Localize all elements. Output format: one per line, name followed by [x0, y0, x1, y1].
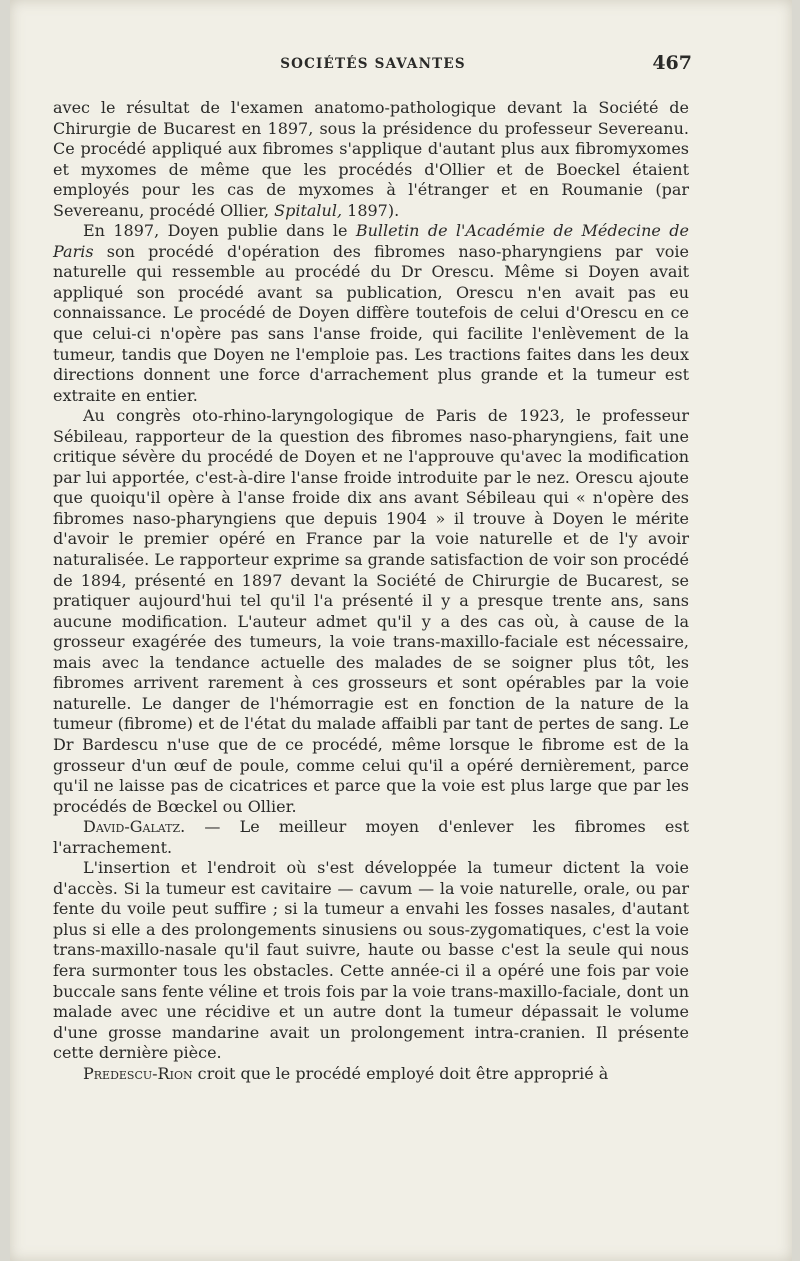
page-scan — [10, 0, 792, 1261]
paragraph-3 — [53, 406, 689, 817]
text-run: En 1897, Doyen publie dans le — [83, 221, 356, 241]
italic-run: Bulletin de l'Académie de Médecine de Paris — [53, 221, 689, 261]
speaker-name: David-Galatz. — [83, 817, 186, 837]
speaker-name: Predescu-Rion — [83, 1063, 193, 1083]
text-run: croit que le procédé employé doit être approprié à — [192, 1063, 609, 1083]
page-number: 467 — [652, 52, 692, 74]
text-run: son procédé d'opération des fibromes naso-pharyngiens par voie naturelle qui ressemble au procédé du Dr Orescu. Même si Doyen avait appliqué son procédé avant sa publication, Orescu n'en avait pas eu connaissance. Le procédé de Doyen diffère toutefois de celui d'Orescu en ce que celui-ci n'opère pas sans l'anse froide, qui facilite l'enlèvement de la tumeur, tandis que Doyen ne l'emploie pas. Les tractions faites dans les deux directions donnent une force d'arrachement plus grande et la tumeur est extraite en entier. — [53, 241, 689, 405]
paragraph-5 — [53, 858, 689, 1063]
text-run: 1897). — [342, 200, 400, 220]
text-run: Au congrès oto-rhino-laryngologique de Paris de 1923, le professeur Sébileau, rapporteur de la question des fibromes naso-pharyngiens, fait une critique sévère du procédé de Doyen et ne l'approuve qu'avec la modification par lui apportée, c'est-à-dire l'anse froide introduite par le nez. Orescu ajoute que quoiqu'il opère à l'anse froide dix ans avant Sébileau qui « n'opère des fibromes naso-pharyngiens que depuis 1904 » il trouve à Doyen le mérite d'avoir le premier opéré en France par la voie naturelle et de l'y avoir naturalisée. Le rapporteur exprime sa grande satisfaction de voir son procédé de 1894, présenté en 1897 devant la Société de Chirurgie de Bucarest, se pratiquer aujourd'hui tel qu'il l'a présenté il y a presque trente ans, sans aucune modification. L'auteur admet qu'il y a des cas où, à cause de la grosseur exagérée des tumeurs, la voie trans-maxillo-faciale est nécessaire, mais avec la tendance actuelle des malades de se soigner plus tôt, les fibromes arrivent rarement à ces grosseurs et sont opérables par la voie naturelle. Le danger de l'hémorragie est en fonction de la nature de la tumeur (fibrome) et de l'état du malade affaibli par tant de pertes de sang. Le Dr Bardescu n'use que de ce procédé, même lorsque le fibrome est de la grosseur d'un œuf de poule, comme celui qu'il a opéré dernièrement, parce qu'il ne laisse pas de cicatrices et parce que la voie est plus large que par les procédés de Bœckel ou Ollier. — [53, 406, 689, 816]
article-body — [53, 98, 689, 1084]
text-run: avec le résultat de l'examen anatomo-pathologique devant la Société de Chirurgie de Bucarest en 1897, sous la présidence du professeur Severeanu. Ce procédé appliqué aux fibromes s'applique d'autant plus aux fibromyxomes et myxomes de même que les procédés d'Ollier et de Boeckel étaient employés pour les cas de myxomes à l'étranger et en Roumanie (par Severeanu, procédé Ollier, — [53, 98, 689, 220]
running-title: SOCIÉTÉS SAVANTES — [280, 56, 466, 72]
paragraph-1 — [53, 98, 689, 221]
italic-run: Spitalul, — [274, 200, 343, 220]
text-run: L'insertion et l'endroit où s'est développée la tumeur dictent la voie d'accès. Si la tumeur est cavitaire — cavum — la voie naturelle, orale, ou par fente du voile peut suffire ; si la tumeur a envahi les fosses nasales, d'autant plus si elle a des prolongements sinusiens ou sous-zygomatiques, c'est la voie trans-maxillo-nasale qu'il faut suivre, haute ou basse c'est la seule qui nous fera surmonter tous les obstacles. Cette année-ci il a opéré une fois par voie buccale sans fente véline et trois fois par la voie trans-maxillo-faciale, dont un malade avec une récidive et un autre dont la tumeur dépassait le volume d'une grosse mandarine avait un prolongement intra-cranien. Il présente cette dernière pièce. — [53, 858, 689, 1063]
running-header — [54, 52, 692, 82]
paragraph-4 — [53, 817, 689, 858]
paragraph-6 — [53, 1064, 689, 1085]
text-run: — Le meilleur moyen d'enlever les fibromes est l'arrachement. — [53, 817, 689, 857]
paragraph-2 — [53, 221, 689, 406]
